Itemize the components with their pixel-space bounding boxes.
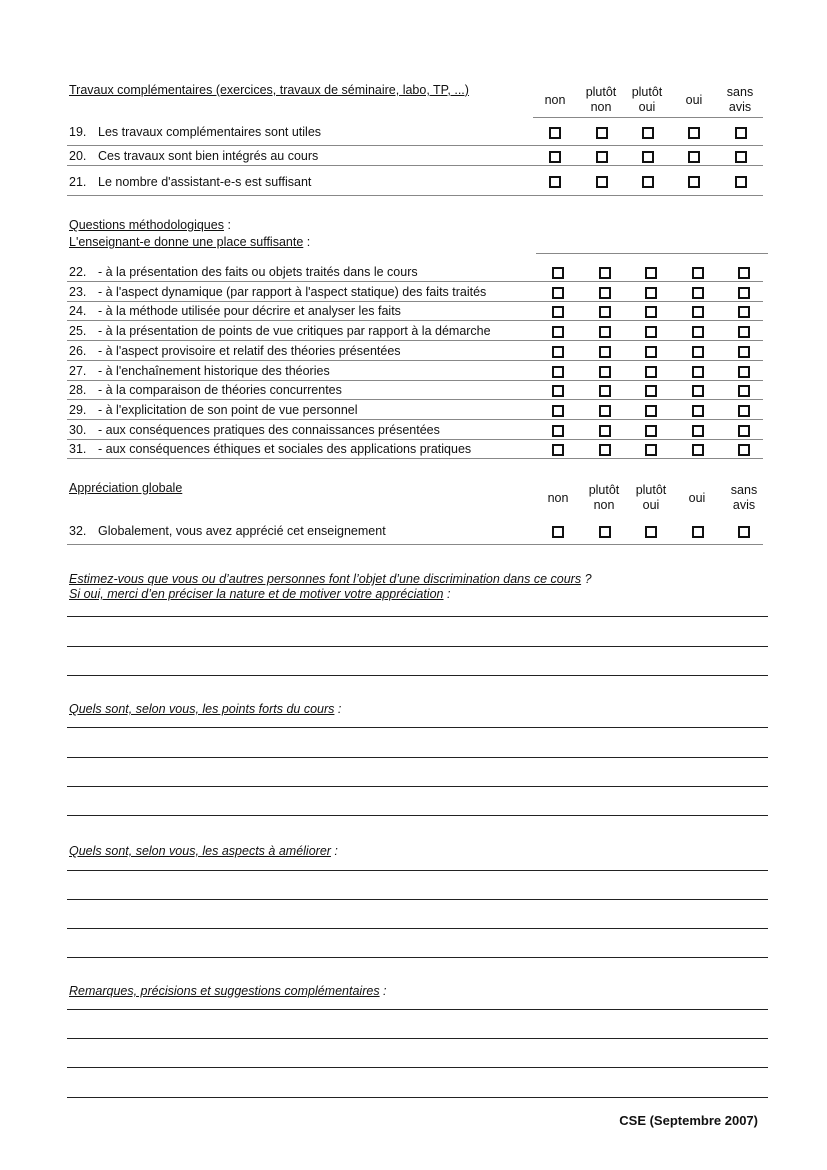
checkbox-q25-plutot-non[interactable] bbox=[599, 326, 611, 338]
header-non: non bbox=[547, 491, 569, 505]
checkbox-q26-plutot-oui[interactable] bbox=[645, 346, 657, 358]
question-discrimination: Estimez-vous que vous ou d’autres personnes font l’objet d’une discrimination dans ce cours ? bbox=[69, 572, 592, 586]
checkbox-q20-oui[interactable] bbox=[688, 151, 700, 163]
header-plutot-oui: plutôt oui bbox=[635, 483, 667, 512]
header-plutot-oui: plutôt oui bbox=[631, 85, 663, 114]
question-text: - à l'explicitation de son point de vue personnel bbox=[98, 403, 358, 417]
checkbox-q29-oui[interactable] bbox=[692, 405, 704, 417]
checkbox-q28-plutot-oui[interactable] bbox=[645, 385, 657, 397]
checkbox-q31-non[interactable] bbox=[552, 444, 564, 456]
header-sans-avis: sans avis bbox=[730, 483, 758, 512]
question-text: Les travaux complémentaires sont utiles bbox=[98, 125, 322, 139]
answer-line[interactable] bbox=[67, 1038, 768, 1039]
answer-line[interactable] bbox=[67, 727, 768, 728]
checkbox-q30-plutot-non[interactable] bbox=[599, 425, 611, 437]
question-row-24 bbox=[67, 301, 763, 321]
section-title-travaux: Travaux complémentaires (exercices, travaux de séminaire, labo, TP, ...) bbox=[69, 83, 469, 97]
checkbox-q27-sans-avis[interactable] bbox=[738, 366, 750, 378]
checkbox-q24-plutot-oui[interactable] bbox=[645, 306, 657, 318]
header-plutot-non: plutôt non bbox=[588, 483, 620, 512]
checkbox-q29-plutot-non[interactable] bbox=[599, 405, 611, 417]
question-row-31 bbox=[67, 439, 763, 459]
answer-line[interactable] bbox=[67, 1097, 768, 1098]
checkbox-q32-non[interactable] bbox=[552, 526, 564, 538]
question-text: - aux conséquences pratiques des connaissances présentées bbox=[98, 423, 440, 437]
checkbox-q21-oui[interactable] bbox=[688, 176, 700, 188]
question-row-23 bbox=[67, 282, 763, 302]
checkbox-q20-plutot-oui[interactable] bbox=[642, 151, 654, 163]
header-non: non bbox=[544, 93, 566, 107]
checkbox-q23-plutot-oui[interactable] bbox=[645, 287, 657, 299]
answer-line[interactable] bbox=[67, 616, 768, 617]
question-row-30 bbox=[67, 420, 763, 440]
checkbox-q25-oui[interactable] bbox=[692, 326, 704, 338]
question-number: 29. bbox=[69, 403, 87, 417]
checkbox-q24-non[interactable] bbox=[552, 306, 564, 318]
question-text: Le nombre d'assistant-e-s est suffisant bbox=[98, 175, 312, 189]
checkbox-q21-non[interactable] bbox=[549, 176, 561, 188]
question-number: 23. bbox=[69, 285, 87, 299]
section-title-methodo: Questions méthodologiques : bbox=[69, 218, 231, 232]
header-plutot-non: plutôt non bbox=[585, 85, 617, 114]
header-rule bbox=[536, 253, 768, 254]
question-number: 22. bbox=[69, 265, 87, 279]
checkbox-q29-sans-avis[interactable] bbox=[738, 405, 750, 417]
question-text: - à la présentation de points de vue critiques par rapport à la démarche bbox=[98, 324, 491, 338]
checkbox-q25-sans-avis[interactable] bbox=[738, 326, 750, 338]
checkbox-q26-plutot-non[interactable] bbox=[599, 346, 611, 358]
checkbox-q22-plutot-oui[interactable] bbox=[645, 267, 657, 279]
header-sans-avis: sans avis bbox=[726, 85, 754, 114]
answer-line[interactable] bbox=[67, 646, 768, 647]
question-text: - à la méthode utilisée pour décrire et analyser les faits bbox=[98, 304, 401, 318]
question-row-28 bbox=[67, 380, 763, 400]
question-points-forts: Quels sont, selon vous, les points forts du cours : bbox=[69, 702, 342, 716]
question-text: - aux conséquences éthiques et sociales des applications pratiques bbox=[98, 442, 472, 456]
checkbox-q32-plutot-oui[interactable] bbox=[645, 526, 657, 538]
checkbox-q26-sans-avis[interactable] bbox=[738, 346, 750, 358]
header-oui: oui bbox=[685, 93, 703, 107]
checkbox-q30-sans-avis[interactable] bbox=[738, 425, 750, 437]
checkbox-q27-plutot-oui[interactable] bbox=[645, 366, 657, 378]
header-rule bbox=[533, 117, 763, 118]
question-number: 20. bbox=[69, 149, 87, 163]
answer-line[interactable] bbox=[67, 899, 768, 900]
answer-line[interactable] bbox=[67, 928, 768, 929]
checkbox-q19-plutot-non[interactable] bbox=[596, 127, 608, 139]
question-text: Ces travaux sont bien intégrés au cours bbox=[98, 149, 319, 163]
checkbox-q29-plutot-oui[interactable] bbox=[645, 405, 657, 417]
question-number: 31. bbox=[69, 442, 87, 456]
question-number: 26. bbox=[69, 344, 87, 358]
checkbox-q31-oui[interactable] bbox=[692, 444, 704, 456]
question-row-26 bbox=[67, 341, 763, 361]
checkbox-q24-plutot-non[interactable] bbox=[599, 306, 611, 318]
checkbox-q28-non[interactable] bbox=[552, 385, 564, 397]
checkbox-q28-sans-avis[interactable] bbox=[738, 385, 750, 397]
question-text: - à la présentation des faits ou objets traités dans le cours bbox=[98, 265, 418, 279]
checkbox-q28-plutot-non[interactable] bbox=[599, 385, 611, 397]
answer-line[interactable] bbox=[67, 870, 768, 871]
checkbox-q19-non[interactable] bbox=[549, 127, 561, 139]
answer-line[interactable] bbox=[67, 1067, 768, 1068]
checkbox-q26-non[interactable] bbox=[552, 346, 564, 358]
checkbox-q21-sans-avis[interactable] bbox=[735, 176, 747, 188]
answer-line[interactable] bbox=[67, 1009, 768, 1010]
question-row-32 bbox=[67, 517, 763, 545]
checkbox-q25-non[interactable] bbox=[552, 326, 564, 338]
checkbox-q19-sans-avis[interactable] bbox=[735, 127, 747, 139]
checkbox-q30-oui[interactable] bbox=[692, 425, 704, 437]
question-row-22 bbox=[67, 262, 763, 282]
question-number: 28. bbox=[69, 383, 87, 397]
answer-line[interactable] bbox=[67, 675, 768, 676]
checkbox-q20-sans-avis[interactable] bbox=[735, 151, 747, 163]
answer-line[interactable] bbox=[67, 815, 768, 816]
checkbox-q23-non[interactable] bbox=[552, 287, 564, 299]
checkbox-q27-oui[interactable] bbox=[692, 366, 704, 378]
checkbox-q27-non[interactable] bbox=[552, 366, 564, 378]
question-row-19 bbox=[67, 121, 763, 146]
checkbox-q19-plutot-oui[interactable] bbox=[642, 127, 654, 139]
checkbox-q23-plutot-non[interactable] bbox=[599, 287, 611, 299]
checkbox-q31-plutot-non[interactable] bbox=[599, 444, 611, 456]
checkbox-q24-sans-avis[interactable] bbox=[738, 306, 750, 318]
question-row-29 bbox=[67, 400, 763, 420]
checkbox-q23-oui[interactable] bbox=[692, 287, 704, 299]
question-text: Globalement, vous avez apprécié cet enseignement bbox=[98, 524, 386, 538]
checkbox-q22-oui[interactable] bbox=[692, 267, 704, 279]
question-row-20 bbox=[67, 146, 763, 166]
question-number: 32. bbox=[69, 524, 87, 538]
question-remarques: Remarques, précisions et suggestions complémentaires : bbox=[69, 984, 387, 998]
checkbox-q32-plutot-non[interactable] bbox=[599, 526, 611, 538]
checkbox-q22-plutot-non[interactable] bbox=[599, 267, 611, 279]
checkbox-q20-plutot-non[interactable] bbox=[596, 151, 608, 163]
question-text: - à l'aspect provisoire et relatif des théories présentées bbox=[98, 344, 401, 358]
answer-line[interactable] bbox=[67, 786, 768, 787]
checkbox-q27-plutot-non[interactable] bbox=[599, 366, 611, 378]
checkbox-q24-oui[interactable] bbox=[692, 306, 704, 318]
question-text: - à l'aspect dynamique (par rapport à l'aspect statique) des faits traités bbox=[98, 285, 487, 299]
checkbox-q26-oui[interactable] bbox=[692, 346, 704, 358]
question-row-21 bbox=[67, 166, 763, 196]
checkbox-q32-oui[interactable] bbox=[692, 526, 704, 538]
checkbox-q31-plutot-oui[interactable] bbox=[645, 444, 657, 456]
section-subtitle-methodo: L'enseignant-e donne une place suffisante : bbox=[69, 235, 311, 249]
question-discrimination-details: Si oui, merci d’en préciser la nature et de motiver votre appréciation : bbox=[69, 587, 451, 601]
checkbox-q32-sans-avis[interactable] bbox=[738, 526, 750, 538]
question-number: 30. bbox=[69, 423, 87, 437]
checkbox-q30-plutot-oui[interactable] bbox=[645, 425, 657, 437]
question-number: 21. bbox=[69, 175, 87, 189]
checkbox-q20-non[interactable] bbox=[549, 151, 561, 163]
question-row-25 bbox=[67, 321, 763, 341]
answer-line[interactable] bbox=[67, 757, 768, 758]
checkbox-q31-sans-avis[interactable] bbox=[738, 444, 750, 456]
answer-line[interactable] bbox=[67, 957, 768, 958]
question-number: 19. bbox=[69, 125, 87, 139]
question-text: - à l'enchaînement historique des théories bbox=[98, 364, 330, 378]
section-title-globale: Appréciation globale bbox=[69, 481, 183, 495]
footer-credit: CSE (Septembre 2007) bbox=[619, 1113, 758, 1128]
question-number: 25. bbox=[69, 324, 87, 338]
checkbox-q25-plutot-oui[interactable] bbox=[645, 326, 657, 338]
checkbox-q21-plutot-non[interactable] bbox=[596, 176, 608, 188]
question-ameliorer: Quels sont, selon vous, les aspects à améliorer : bbox=[69, 844, 338, 858]
question-number: 27. bbox=[69, 364, 87, 378]
question-row-27 bbox=[67, 361, 763, 381]
question-text: - à la comparaison de théories concurrentes bbox=[98, 383, 342, 397]
checkbox-q22-sans-avis[interactable] bbox=[738, 267, 750, 279]
checkbox-q30-non[interactable] bbox=[552, 425, 564, 437]
checkbox-q21-plutot-oui[interactable] bbox=[642, 176, 654, 188]
checkbox-q22-non[interactable] bbox=[552, 267, 564, 279]
checkbox-q29-non[interactable] bbox=[552, 405, 564, 417]
checkbox-q28-oui[interactable] bbox=[692, 385, 704, 397]
checkbox-q19-oui[interactable] bbox=[688, 127, 700, 139]
checkbox-q23-sans-avis[interactable] bbox=[738, 287, 750, 299]
question-number: 24. bbox=[69, 304, 87, 318]
header-oui: oui bbox=[688, 491, 706, 505]
